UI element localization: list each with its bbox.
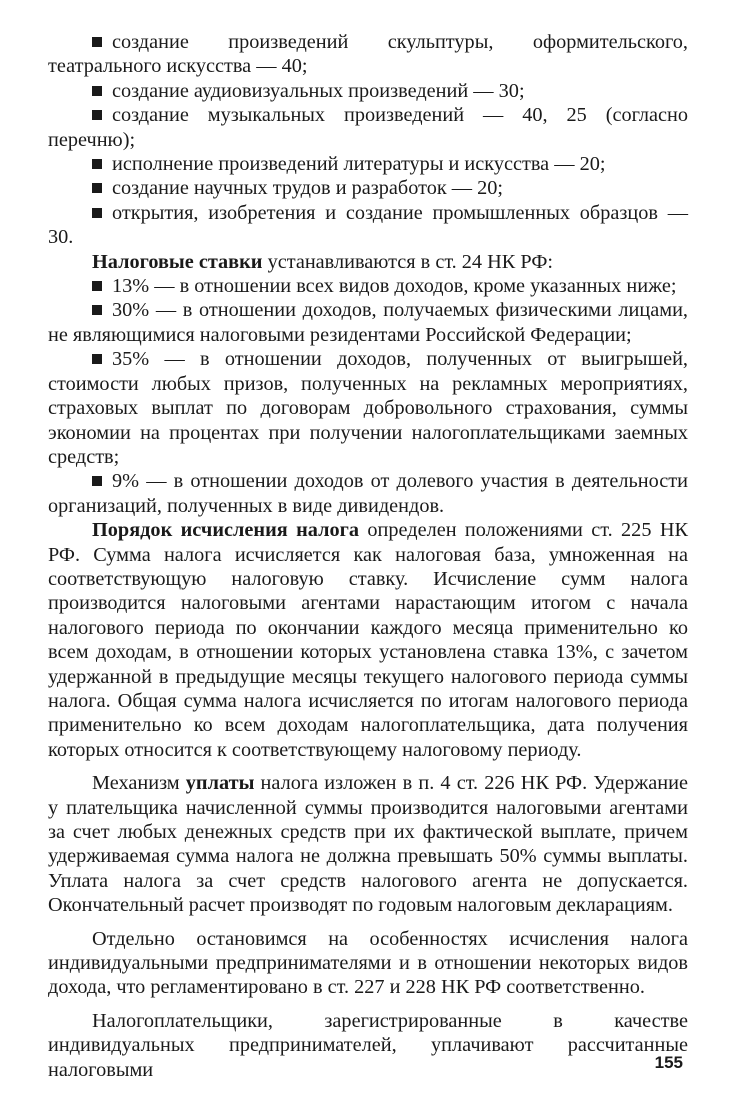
- square-bullet-icon: [92, 110, 102, 120]
- list-item: 9% — в отношении доходов от долевого участия в деятельности организаций, полученных в виде дивидендов.: [48, 470, 688, 517]
- paragraph-separate: Отдельно остановимся на особенностях исчисления налога индивидуальными предпринимателями и в отношении некоторых видов дохода, что регламентировано в ст. 227 и 228 НК РФ соответственно.: [48, 927, 688, 999]
- square-bullet-icon: [92, 159, 102, 169]
- list-item: открытия, изобретения и создание промышленных образцов — 30.: [48, 201, 688, 249]
- list-item: создание музыкальных произведений — 40, 25 (согласно перечню);: [48, 104, 688, 151]
- paragraph-calculation: Порядок исчисления налога определен положениями ст. 225 НК РФ. Сумма налога исчисляется как налоговая база, умноженная на соответствующую налоговую ставку. Исчисление сумм налога производится налоговыми агентами нарастающим итогом с начала налогового периода по окончании каждого месяца применительно ко всем доходам, в отношении которых установлена ставка 13%, с зачетом удержанной в предыдущие месяцы текущего налогового периода суммы налога. Общая сумма налога исчисляется по итогам налогового периода применительно ко всем доходам налогоплательщика, дата получения которых относится к соответствующему налоговому периоду.: [48, 519, 688, 761]
- square-bullet-icon: [92, 354, 102, 364]
- square-bullet-icon: [92, 86, 102, 96]
- list-item: исполнение произведений литературы и искусства — 20;: [48, 152, 688, 176]
- page-number: 155: [654, 1053, 683, 1072]
- list-item: создание произведений скульптуры, оформительского, театрального искусства — 40;: [48, 31, 688, 78]
- list-item: создание аудиовизуальных произведений — 30;: [48, 79, 688, 103]
- paragraph-taxpayers: Налогоплательщики, зарегистрированные в качестве индивидуальных предпринимателей, уплачивают рассчитанные налоговыми: [48, 1009, 688, 1081]
- list-item: 30% — в отношении доходов, получаемых физическими лицами, не являющимися налоговыми резидентами Российской Федерации;: [48, 299, 688, 346]
- list-item: 35% — в отношении доходов, полученных от выигрышей, стоимости любых призов, полученных на рекламных мероприятиях, страховых выплат по договорам добровольного страхования, суммы экономии на процентах при получении налогоплательщиками заемных средств;: [48, 348, 688, 468]
- square-bullet-icon: [92, 208, 102, 218]
- paragraph-payment: Механизм уплаты налога изложен в п. 4 ст. 226 НК РФ. Удержание у плательщика начисленной суммы производится налоговыми агентами за счет любых денежных средств при их фактической выплате, причем удерживаемая сумма налога не должна превышать 50% суммы выплаты. Уплата налога за счет средств налогового агента не допускается. Окончательный расчет производят по годовым налоговым декларациям.: [48, 772, 688, 917]
- square-bullet-icon: [92, 476, 102, 486]
- square-bullet-icon: [92, 281, 102, 291]
- square-bullet-icon: [92, 183, 102, 193]
- list-item: 13% — в отношении всех видов доходов, кроме указанных ниже;: [48, 274, 688, 298]
- calc-heading: Порядок исчисления налога: [92, 519, 360, 542]
- square-bullet-icon: [92, 37, 102, 47]
- list-item: создание научных трудов и разработок — 20;: [48, 176, 688, 200]
- square-bullet-icon: [92, 305, 102, 315]
- rates-intro: Налоговые ставки устанавливаются в ст. 24 НК РФ:: [92, 250, 553, 273]
- payment-heading: уплаты: [185, 772, 255, 795]
- document-page: [48, 30, 688, 1082]
- rates-heading: Налоговые ставки: [92, 250, 263, 273]
